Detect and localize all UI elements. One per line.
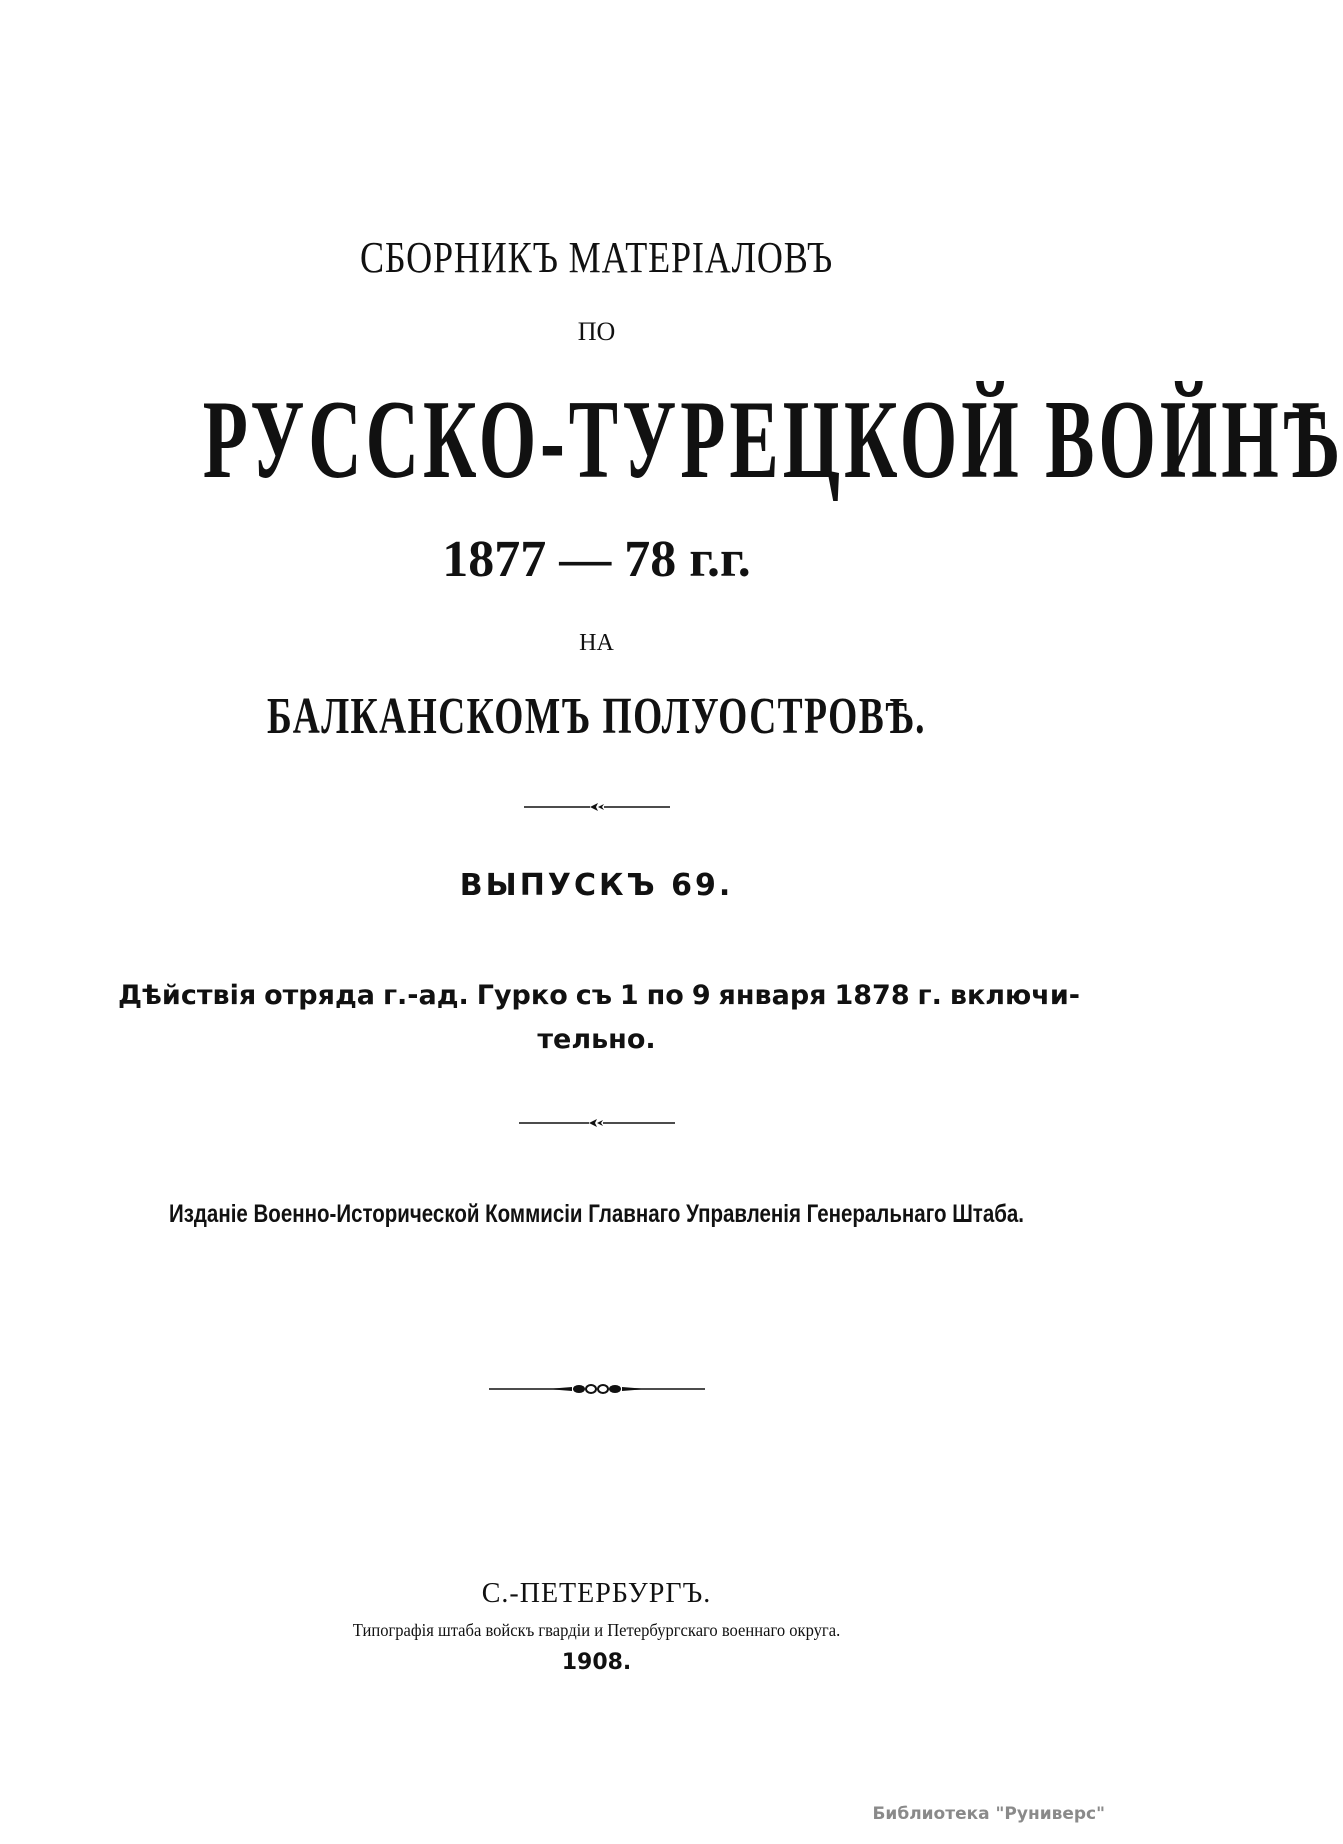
publication-city: С.-ПЕТЕРБУРГЪ. <box>481 1578 712 1609</box>
subtitle-word: г.-ад. <box>382 980 469 1011</box>
subtitle-word: января <box>718 980 827 1011</box>
subtitle-line-1 <box>118 980 1080 1011</box>
subtitle-word: г. <box>917 980 942 1011</box>
issue-number: ВЫПУСКЪ 69. <box>459 868 734 903</box>
war-title: РУССКО-ТУРЕЦКОЙ ВОЙНѢ <box>202 378 1343 502</box>
series-title: СБОРНИКЪ МАТЕРІАЛОВЪ <box>359 233 834 282</box>
preposition-po: ПО <box>577 317 616 346</box>
war-years: 1877 — 78 г.г. <box>442 531 751 588</box>
ornament-divider-middle <box>517 1116 677 1130</box>
region-title: БАЛКАНСКОМЪ ПОЛУОСТРОВѢ. <box>267 688 926 745</box>
publication-year: 1908. <box>561 1650 632 1675</box>
preposition-na: НА <box>579 630 614 656</box>
subtitle-word: отряда <box>264 980 375 1011</box>
subtitle-word: 9 <box>691 980 711 1011</box>
edition-statement: Изданіе Военно-Исторической Коммисіи Главнаго Управленія Генеральнаго Штаба. <box>168 1200 1025 1228</box>
subtitle-word: по <box>646 980 684 1011</box>
subtitle-line-2: тельно. <box>537 1024 656 1055</box>
subtitle-word: Гурко <box>476 980 568 1011</box>
subtitle-word: съ <box>575 980 612 1011</box>
subtitle-word: 1 <box>619 980 639 1011</box>
library-watermark: Библиотека "Руниверс" <box>872 1804 1105 1824</box>
printer-statement: Типографія штаба войскъ гвардіи и Петербургскаго военнаго округа. <box>352 1620 841 1640</box>
ornament-divider-top <box>522 800 672 814</box>
ornament-divider-bottom <box>487 1382 707 1396</box>
subtitle-word: включи- <box>949 980 1080 1011</box>
subtitle-word: Дѣйствія <box>118 980 257 1011</box>
subtitle-word: 1878 <box>834 980 910 1011</box>
